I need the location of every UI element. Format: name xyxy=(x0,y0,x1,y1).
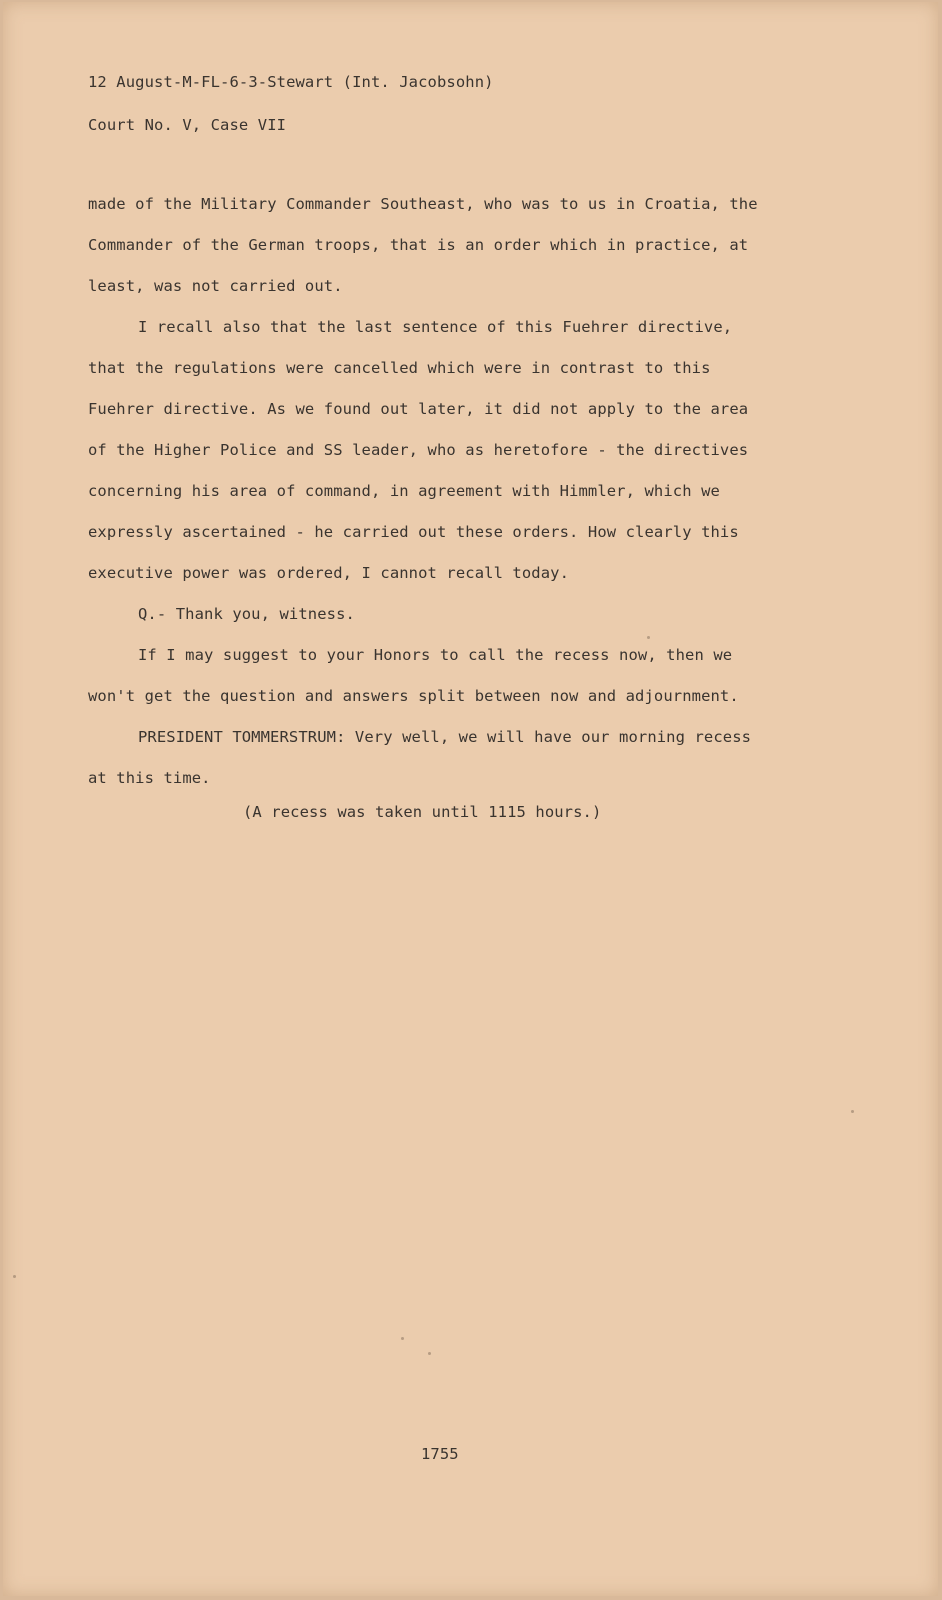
body-line: concerning his area of command, in agreement with Himmler, which we xyxy=(88,482,720,500)
page-number: 1755 xyxy=(421,1445,459,1463)
body-line: that the regulations were cancelled which were in contrast to this xyxy=(88,359,711,377)
body-line: made of the Military Commander Southeast, who was to us in Croatia, the xyxy=(88,195,758,213)
header-line-2: Court No. V, Case VII xyxy=(88,116,287,134)
paper-speck xyxy=(647,636,650,639)
body-line: executive power was ordered, I cannot recall today. xyxy=(88,564,570,582)
recess-note: (A recess was taken until 1115 hours.) xyxy=(243,803,602,821)
paper-speck xyxy=(428,1352,431,1355)
paper-speck xyxy=(13,1275,16,1278)
body-line: expressly ascertained - he carried out these orders. How clearly this xyxy=(88,523,739,541)
body-line: at this time. xyxy=(88,769,211,787)
body-line: Fuehrer directive. As we found out later, it did not apply to the area xyxy=(88,400,749,418)
body-line: I recall also that the last sentence of this Fuehrer directive, xyxy=(138,318,733,336)
body-line: If I may suggest to your Honors to call the recess now, then we xyxy=(138,646,733,664)
question-line: Q.- Thank you, witness. xyxy=(138,605,355,623)
body-line: least, was not carried out. xyxy=(88,277,343,295)
paper-speck xyxy=(401,1337,404,1340)
document-page xyxy=(3,2,938,1596)
body-line: Commander of the German troops, that is an order which in practice, at xyxy=(88,236,749,254)
body-line: of the Higher Police and SS leader, who as heretofore - the directives xyxy=(88,441,749,459)
header-line-1: 12 August-M-FL-6-3-Stewart (Int. Jacobsohn) xyxy=(88,73,494,91)
body-line: won't get the question and answers split between now and adjournment. xyxy=(88,687,739,705)
speaker-line: PRESIDENT TOMMERSTRUM: Very well, we will have our morning recess xyxy=(138,728,752,746)
paper-speck xyxy=(851,1110,854,1113)
